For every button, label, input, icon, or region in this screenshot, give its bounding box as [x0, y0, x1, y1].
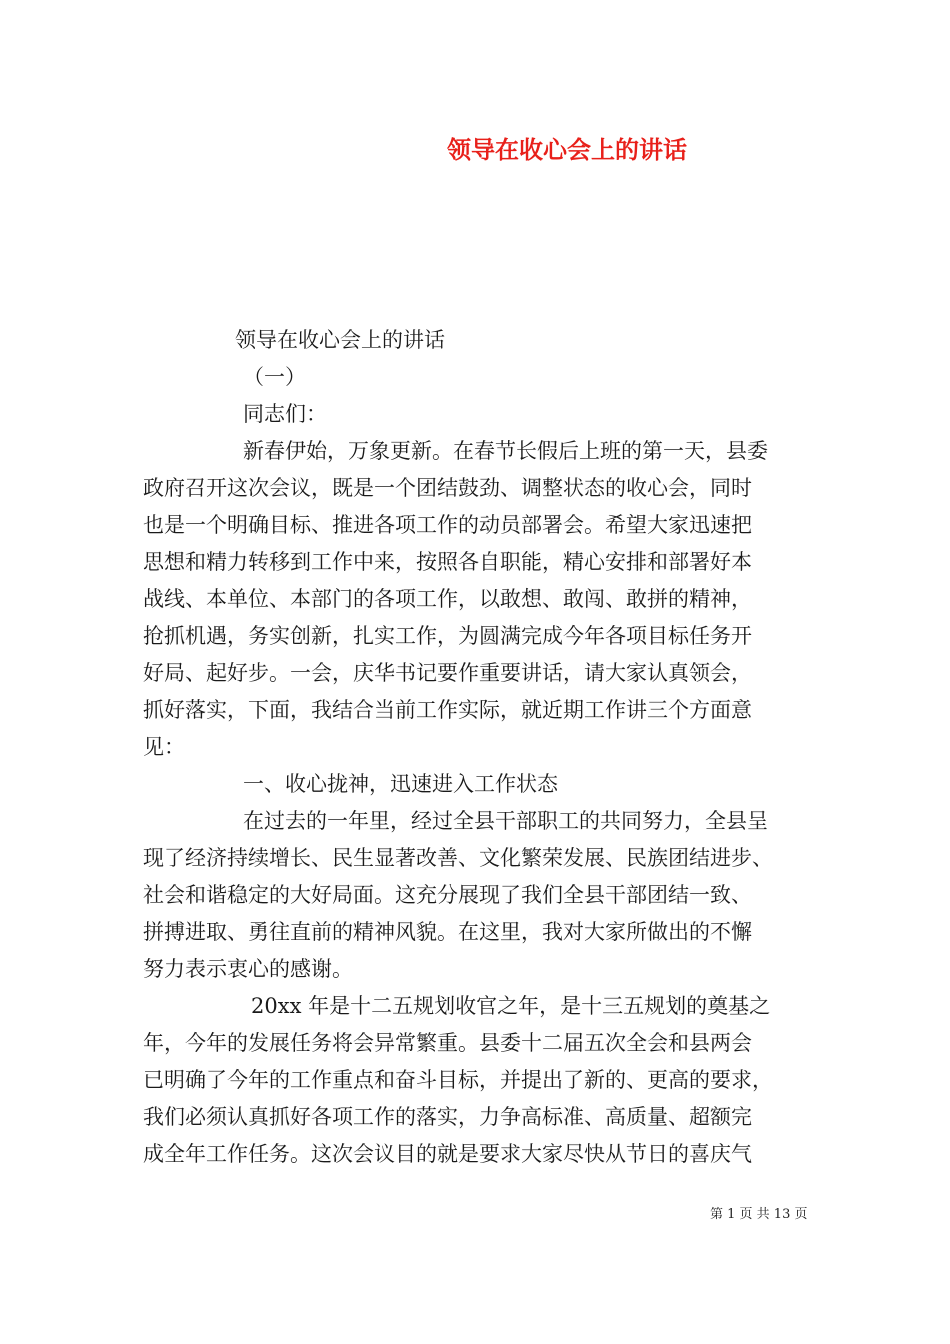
document-body — [143, 322, 813, 1173]
paragraph-1 — [143, 433, 813, 766]
paragraph-2 — [143, 803, 813, 988]
paragraph-line: 好局、起好步。一会，庆华书记要作重要讲话，请大家认真领会， — [143, 661, 752, 685]
paragraph-line: 现了经济持续增长、民生显著改善、文化繁荣发展、民族团结进步、 — [143, 846, 773, 870]
paragraph-line: 新春伊始，万象更新。在春节长假后上班的第一天，县委 — [243, 439, 768, 463]
paragraph-line: 20xx 年是十二五规划收官之年，是十三五规划的奠基之 — [251, 994, 771, 1018]
paragraph-line: 思想和精力转移到工作中来，按照各自职能，精心安排和部署好本 — [143, 550, 752, 574]
document-title: 领导在收心会上的讲话 — [447, 135, 687, 164]
paragraph-line: 社会和谐稳定的大好局面。这充分展现了我们全县干部团结一致、 — [143, 883, 752, 907]
paragraph-line: 也是一个明确目标、推进各项工作的动员部署会。希望大家迅速把 — [143, 513, 752, 537]
paragraph-line: 抢抓机遇，务实创新，扎实工作，为圆满完成今年各项目标任务开 — [143, 624, 752, 648]
paragraph-3 — [143, 988, 813, 1173]
paragraph-line: 已明确了今年的工作重点和奋斗目标，并提出了新的、更高的要求， — [143, 1068, 773, 1092]
page-number: 第 1 页 共 13 页 — [710, 1207, 808, 1222]
paragraph-line: 战线、本单位、本部门的各项工作，以敢想、敢闯、敢拼的精神， — [143, 587, 752, 611]
paragraph-line: 成全年工作任务。这次会议目的就是要求大家尽快从节日的喜庆气 — [143, 1142, 752, 1166]
paragraph-line: 年，今年的发展任务将会异常繁重。县委十二届五次全会和县两会 — [143, 1031, 752, 1055]
paragraph-line: 拼搏进取、勇往直前的精神风貌。在这里，我对大家所做出的不懈 — [143, 920, 752, 944]
paragraph-line: 抓好落实，下面，我结合当前工作实际，就近期工作讲三个方面意 — [143, 698, 752, 722]
speech-subtitle: 领导在收心会上的讲话 — [235, 328, 445, 352]
paragraph-line: 政府召开这次会议，既是一个团结鼓劲、调整状态的收心会，同时 — [143, 476, 752, 500]
salutation: 同志们： — [243, 402, 327, 426]
paragraph-line: 见： — [143, 735, 185, 759]
paragraph-line: 在过去的一年里，经过全县干部职工的共同努力，全县呈 — [243, 809, 768, 833]
part-marker: （一） — [243, 365, 306, 389]
paragraph-line: 努力表示衷心的感谢。 — [143, 957, 353, 981]
paragraph-line: 我们必须认真抓好各项工作的落实，力争高标准、高质量、超额完 — [143, 1105, 752, 1129]
section-heading: 一、收心拢神，迅速进入工作状态 — [243, 772, 558, 796]
